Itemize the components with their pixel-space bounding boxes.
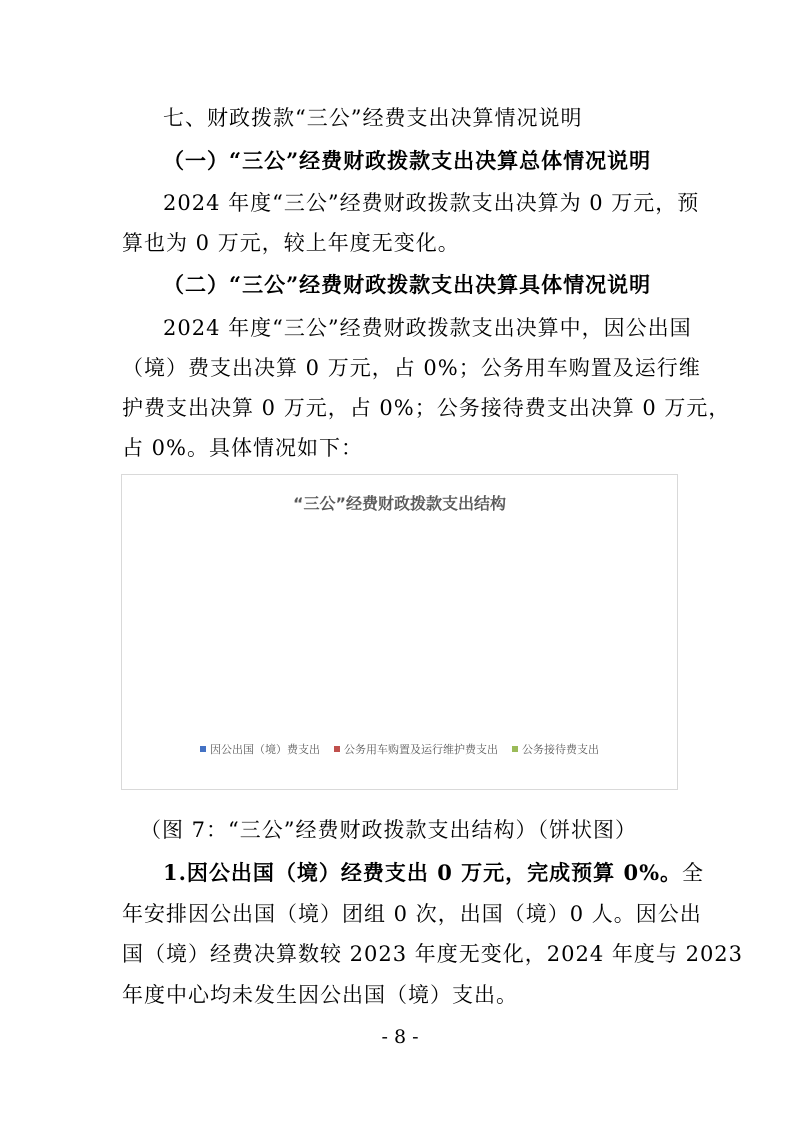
legend-label-overseas: 因公出国（境）费支出 bbox=[210, 743, 320, 756]
legend-item-vehicles bbox=[334, 741, 498, 757]
legend-label-reception: 公务接待费支出 bbox=[522, 743, 599, 756]
paragraph-detail-line-2: （境）费支出决算 0 万元，占 0%；公务用车购置及运行维 bbox=[122, 356, 701, 380]
paragraph-overall-line-2: 算也为 0 万元，较上年度无变化。 bbox=[122, 231, 460, 255]
page-number: - 8 - bbox=[381, 1026, 419, 1048]
paragraph-detail-line-1: 2024 年度“三公”经费财政拨款支出决算中，因公出国 bbox=[163, 316, 692, 340]
legend-item-reception bbox=[512, 741, 599, 757]
paragraph-overseas-line-4: 年度中心均未发生因公出国（境）支出。 bbox=[122, 983, 518, 1007]
legend-item-overseas bbox=[200, 741, 320, 757]
section-heading: 七、财政拨款“三公”经费支出决算情况说明 bbox=[163, 106, 583, 130]
paragraph-overseas-line-1-rest: 全 bbox=[682, 861, 705, 885]
paragraph-detail-line-4: 占 0%。具体情况如下： bbox=[122, 436, 363, 460]
chart-legend bbox=[122, 741, 677, 757]
subheading-detail: （二）“三公”经费财政拨款支出决算具体情况说明 bbox=[163, 272, 652, 297]
legend-swatch-vehicles bbox=[334, 746, 340, 752]
figure-caption: （图 7：“三公”经费财政拨款支出结构）（饼状图） bbox=[140, 818, 638, 842]
pie-plot-area bbox=[122, 515, 677, 745]
paragraph-overseas-line-3: 国（境）经费决算数较 2023 年度无变化，2024 年度与 2023 bbox=[122, 942, 744, 966]
paragraph-overseas-lead: 1.因公出国（境）经费支出 0 万元，完成预算 0%。 bbox=[163, 860, 683, 885]
legend-swatch-overseas bbox=[200, 746, 206, 752]
paragraph-overseas-line-1 bbox=[163, 858, 704, 888]
pie-chart bbox=[121, 474, 678, 790]
legend-label-vehicles: 公务用车购置及运行维护费支出 bbox=[344, 743, 498, 756]
legend-swatch-reception bbox=[512, 746, 518, 752]
paragraph-overseas-line-2: 年安排因公出国（境）团组 0 次，出国（境）0 人。因公出 bbox=[122, 902, 702, 926]
paragraph-overall-line-1: 2024 年度“三公”经费财政拨款支出决算为 0 万元，预 bbox=[163, 191, 700, 215]
subheading-overall: （一）“三公”经费财政拨款支出决算总体情况说明 bbox=[163, 148, 652, 173]
paragraph-detail-line-3: 护费支出决算 0 万元，占 0%；公务接待费支出决算 0 万元， bbox=[122, 396, 731, 420]
chart-title: “三公”经费财政拨款支出结构 bbox=[292, 494, 507, 513]
